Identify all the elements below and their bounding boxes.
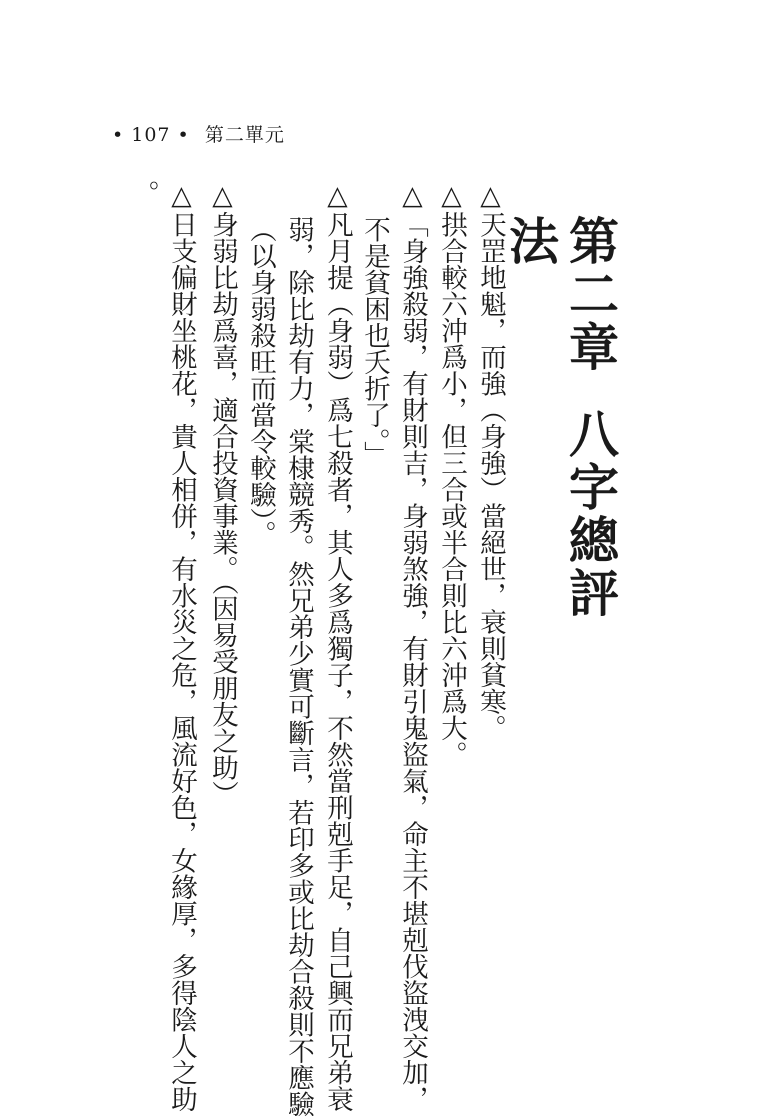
- text-column: 。: [128, 180, 159, 207]
- section-title: 第二單元: [204, 124, 285, 146]
- text-column: 不是貧困也夭折了。」: [359, 216, 390, 468]
- text-column: △日支偏財坐桃花，貴人相併，有水災之危，風流好色，女緣厚，多得陰人之助: [166, 180, 197, 1112]
- text-column: △拱合較六沖爲小，但三合或半合則比六沖爲大。: [436, 180, 467, 768]
- text-column: 弱，除比劫有力，棠棣競秀。然兄弟少實可斷言，若印多或比劫合殺則不應驗: [283, 216, 314, 1117]
- page-number: • 107 •: [112, 124, 190, 146]
- text-column: （以身弱殺旺而當令較驗）。: [245, 216, 276, 548]
- chapter-name: 八字總評法: [501, 215, 620, 620]
- text-column: △天罡地魁，而強（身強）當絕世，衰則貧寒。: [475, 180, 506, 741]
- text-column: △凡月提（身弱）爲七殺者，其人多爲獨子，不然當刑剋手足，自己興而兄弟衰: [322, 180, 353, 1112]
- chapter-number: 第二章: [561, 215, 620, 374]
- running-header: [112, 120, 285, 147]
- text-column: △「身強殺弱，有財則吉，身弱煞強，有財引鬼盜氣，命主不堪剋伐盜洩交加，: [397, 180, 428, 1112]
- chapter-title: [501, 215, 620, 635]
- text-column: △身弱比劫爲喜，適合投資事業。（因易受朋友之助）: [207, 180, 238, 808]
